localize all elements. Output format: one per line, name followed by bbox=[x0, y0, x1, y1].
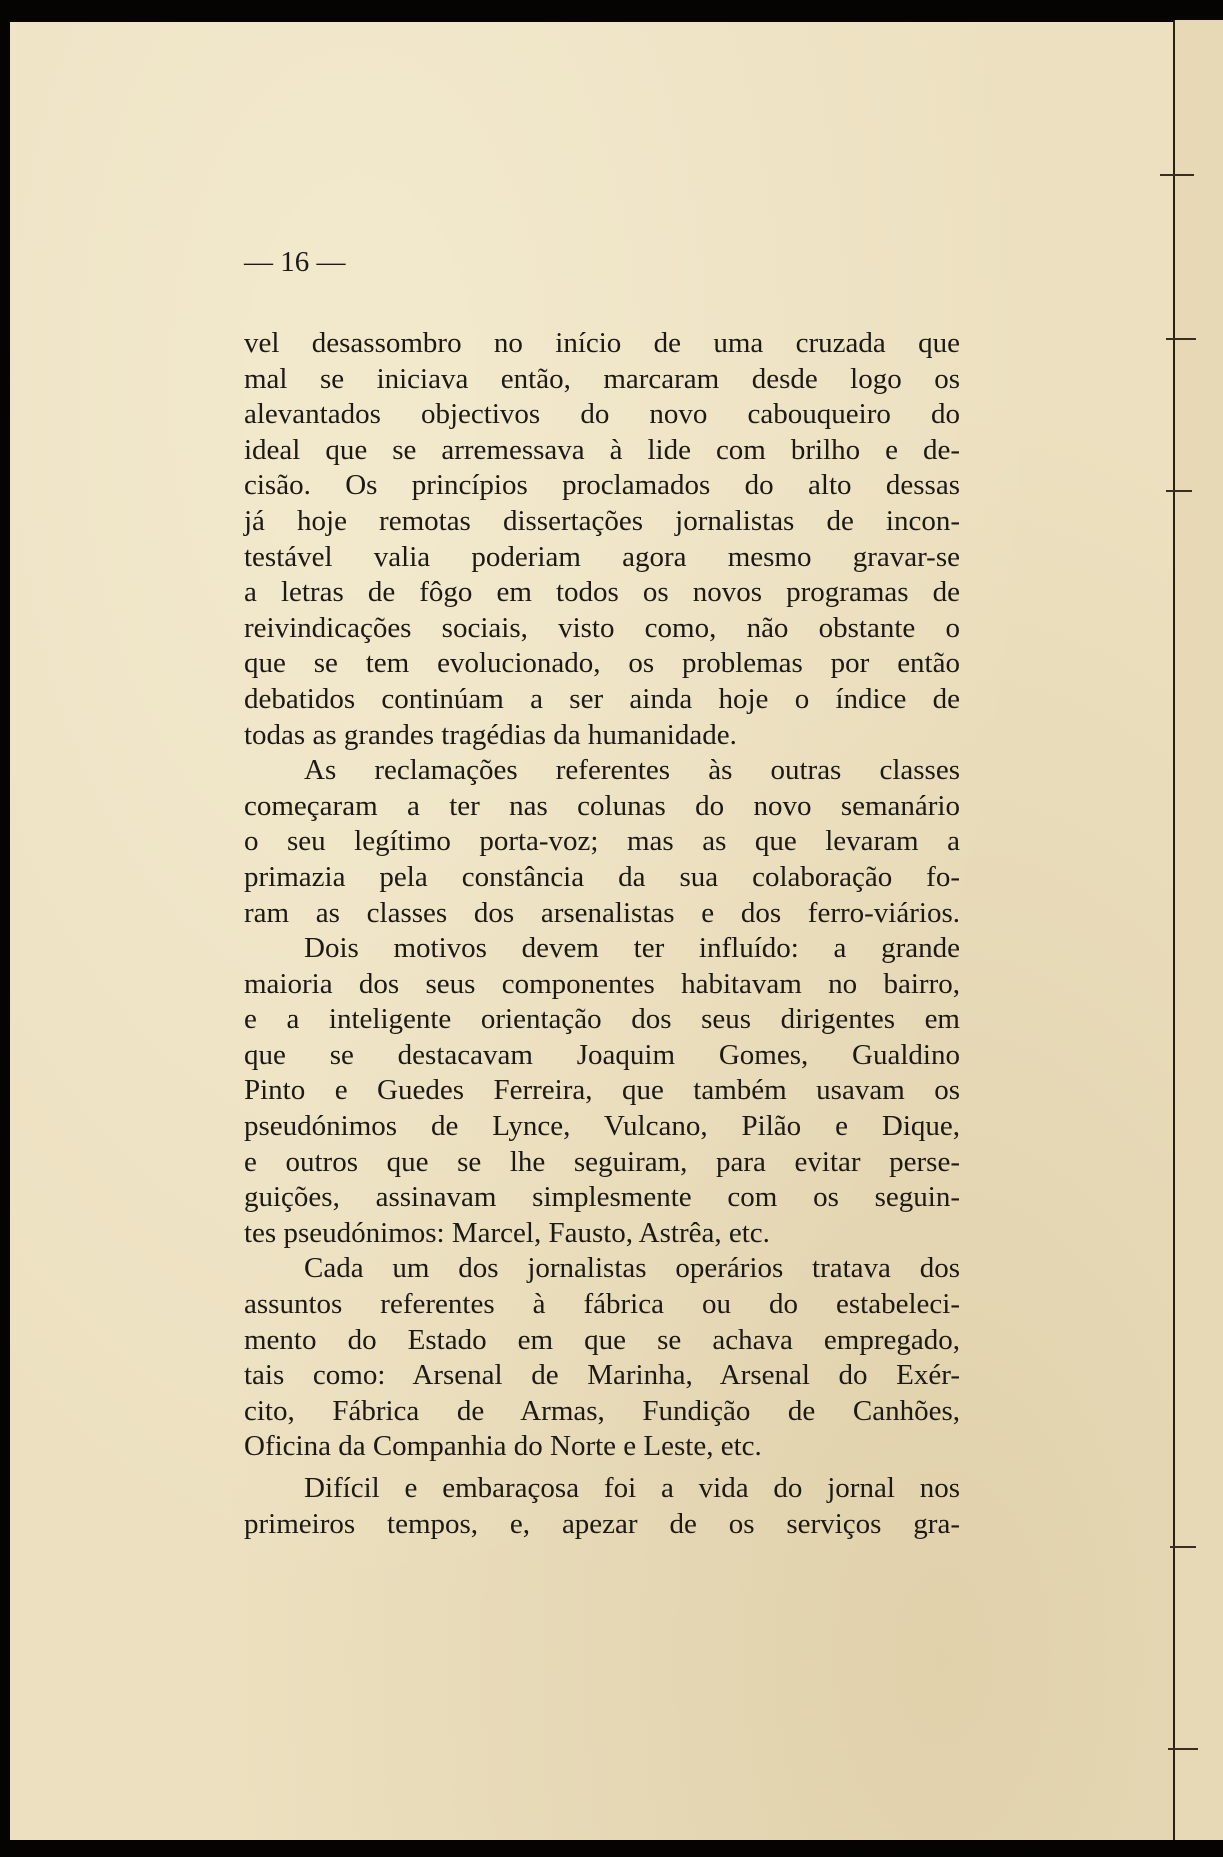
text-line: testável valia poderiam agora mesmo gravar-se bbox=[244, 540, 960, 573]
adjacent-page-edge bbox=[1175, 20, 1223, 1840]
edge-mark bbox=[1168, 1748, 1198, 1750]
text-line: primeiros tempos, e, apezar de os serviços gra- bbox=[244, 1507, 960, 1540]
edge-mark bbox=[1170, 1546, 1196, 1548]
edge-mark bbox=[1160, 174, 1194, 176]
text-line: reivindicações sociais, visto como, não obstante o bbox=[244, 611, 960, 644]
body-text bbox=[244, 326, 960, 1542]
text-line: mal se iniciava então, marcaram desde logo os bbox=[244, 362, 960, 395]
text-line: começaram a ter nas colunas do novo semanário bbox=[244, 789, 960, 822]
text-line: e a inteligente orientação dos seus dirigentes em bbox=[244, 1003, 960, 1036]
text-line: cito, Fábrica de Armas, Fundição de Canhões, bbox=[244, 1394, 960, 1427]
text-line: o seu legítimo porta-voz; mas as que levaram a bbox=[244, 825, 960, 858]
text-line: assuntos referentes à fábrica ou do estabeleci- bbox=[244, 1288, 960, 1321]
text-line: que se tem evolucionado, os problemas por então bbox=[244, 647, 960, 680]
text-line: ideal que se arremessava à lide com brilho e de- bbox=[244, 433, 960, 466]
text-line: pseudónimos de Lynce, Vulcano, Pilão e Dique, bbox=[244, 1110, 960, 1143]
text-line: mento do Estado em que se achava empregado, bbox=[244, 1323, 960, 1356]
text-line: maioria dos seus componentes habitavam no bairro, bbox=[244, 967, 960, 1000]
text-line: debatidos continúam a ser ainda hoje o índice de bbox=[244, 682, 960, 715]
text-line: já hoje remotas dissertações jornalistas de incon- bbox=[244, 504, 960, 537]
edge-mark bbox=[1166, 338, 1196, 340]
text-line: vel desassombro no início de uma cruzada que bbox=[244, 327, 960, 359]
text-line: guições, assinavam simplesmente com os seguin- bbox=[244, 1181, 960, 1214]
text-line: tes pseudónimos: Marcel, Fausto, Astrêa, etc. bbox=[244, 1216, 770, 1249]
text-line: alevantados objectivos do novo cabouqueiro do bbox=[244, 398, 960, 431]
text-line: e outros que se lhe seguiram, para evitar perse- bbox=[244, 1145, 960, 1178]
text-line: Pinto e Guedes Ferreira, que também usavam os bbox=[244, 1074, 960, 1107]
text-line: Difícil e embaraçosa foi a vida do jornal nos bbox=[304, 1472, 960, 1504]
text-line: a letras de fôgo em todos os novos programas de bbox=[244, 576, 960, 609]
text-line: Cada um dos jornalistas operários tratava dos bbox=[304, 1252, 960, 1285]
edge-mark bbox=[1166, 490, 1192, 492]
text-line: que se destacavam Joaquim Gomes, Gualdino bbox=[244, 1038, 960, 1071]
page-number: — 16 — bbox=[244, 246, 346, 278]
text-line: todas as grandes tragédias da humanidade. bbox=[244, 718, 737, 751]
text-line: ram as classes dos arsenalistas e dos ferro-viários. bbox=[244, 896, 960, 929]
text-line: As reclamações referentes às outras classes bbox=[304, 754, 960, 787]
text-line: Oficina da Companhia do Norte e Leste, etc. bbox=[244, 1430, 762, 1463]
text-line: Dois motivos devem ter influído: a grande bbox=[304, 932, 960, 965]
text-line: cisão. Os princípios proclamados do alto dessas bbox=[244, 469, 960, 502]
text-line: primazia pela constância da sua colaboração fo- bbox=[244, 860, 960, 893]
text-line: tais como: Arsenal de Marinha, Arsenal do Exér- bbox=[244, 1359, 960, 1392]
